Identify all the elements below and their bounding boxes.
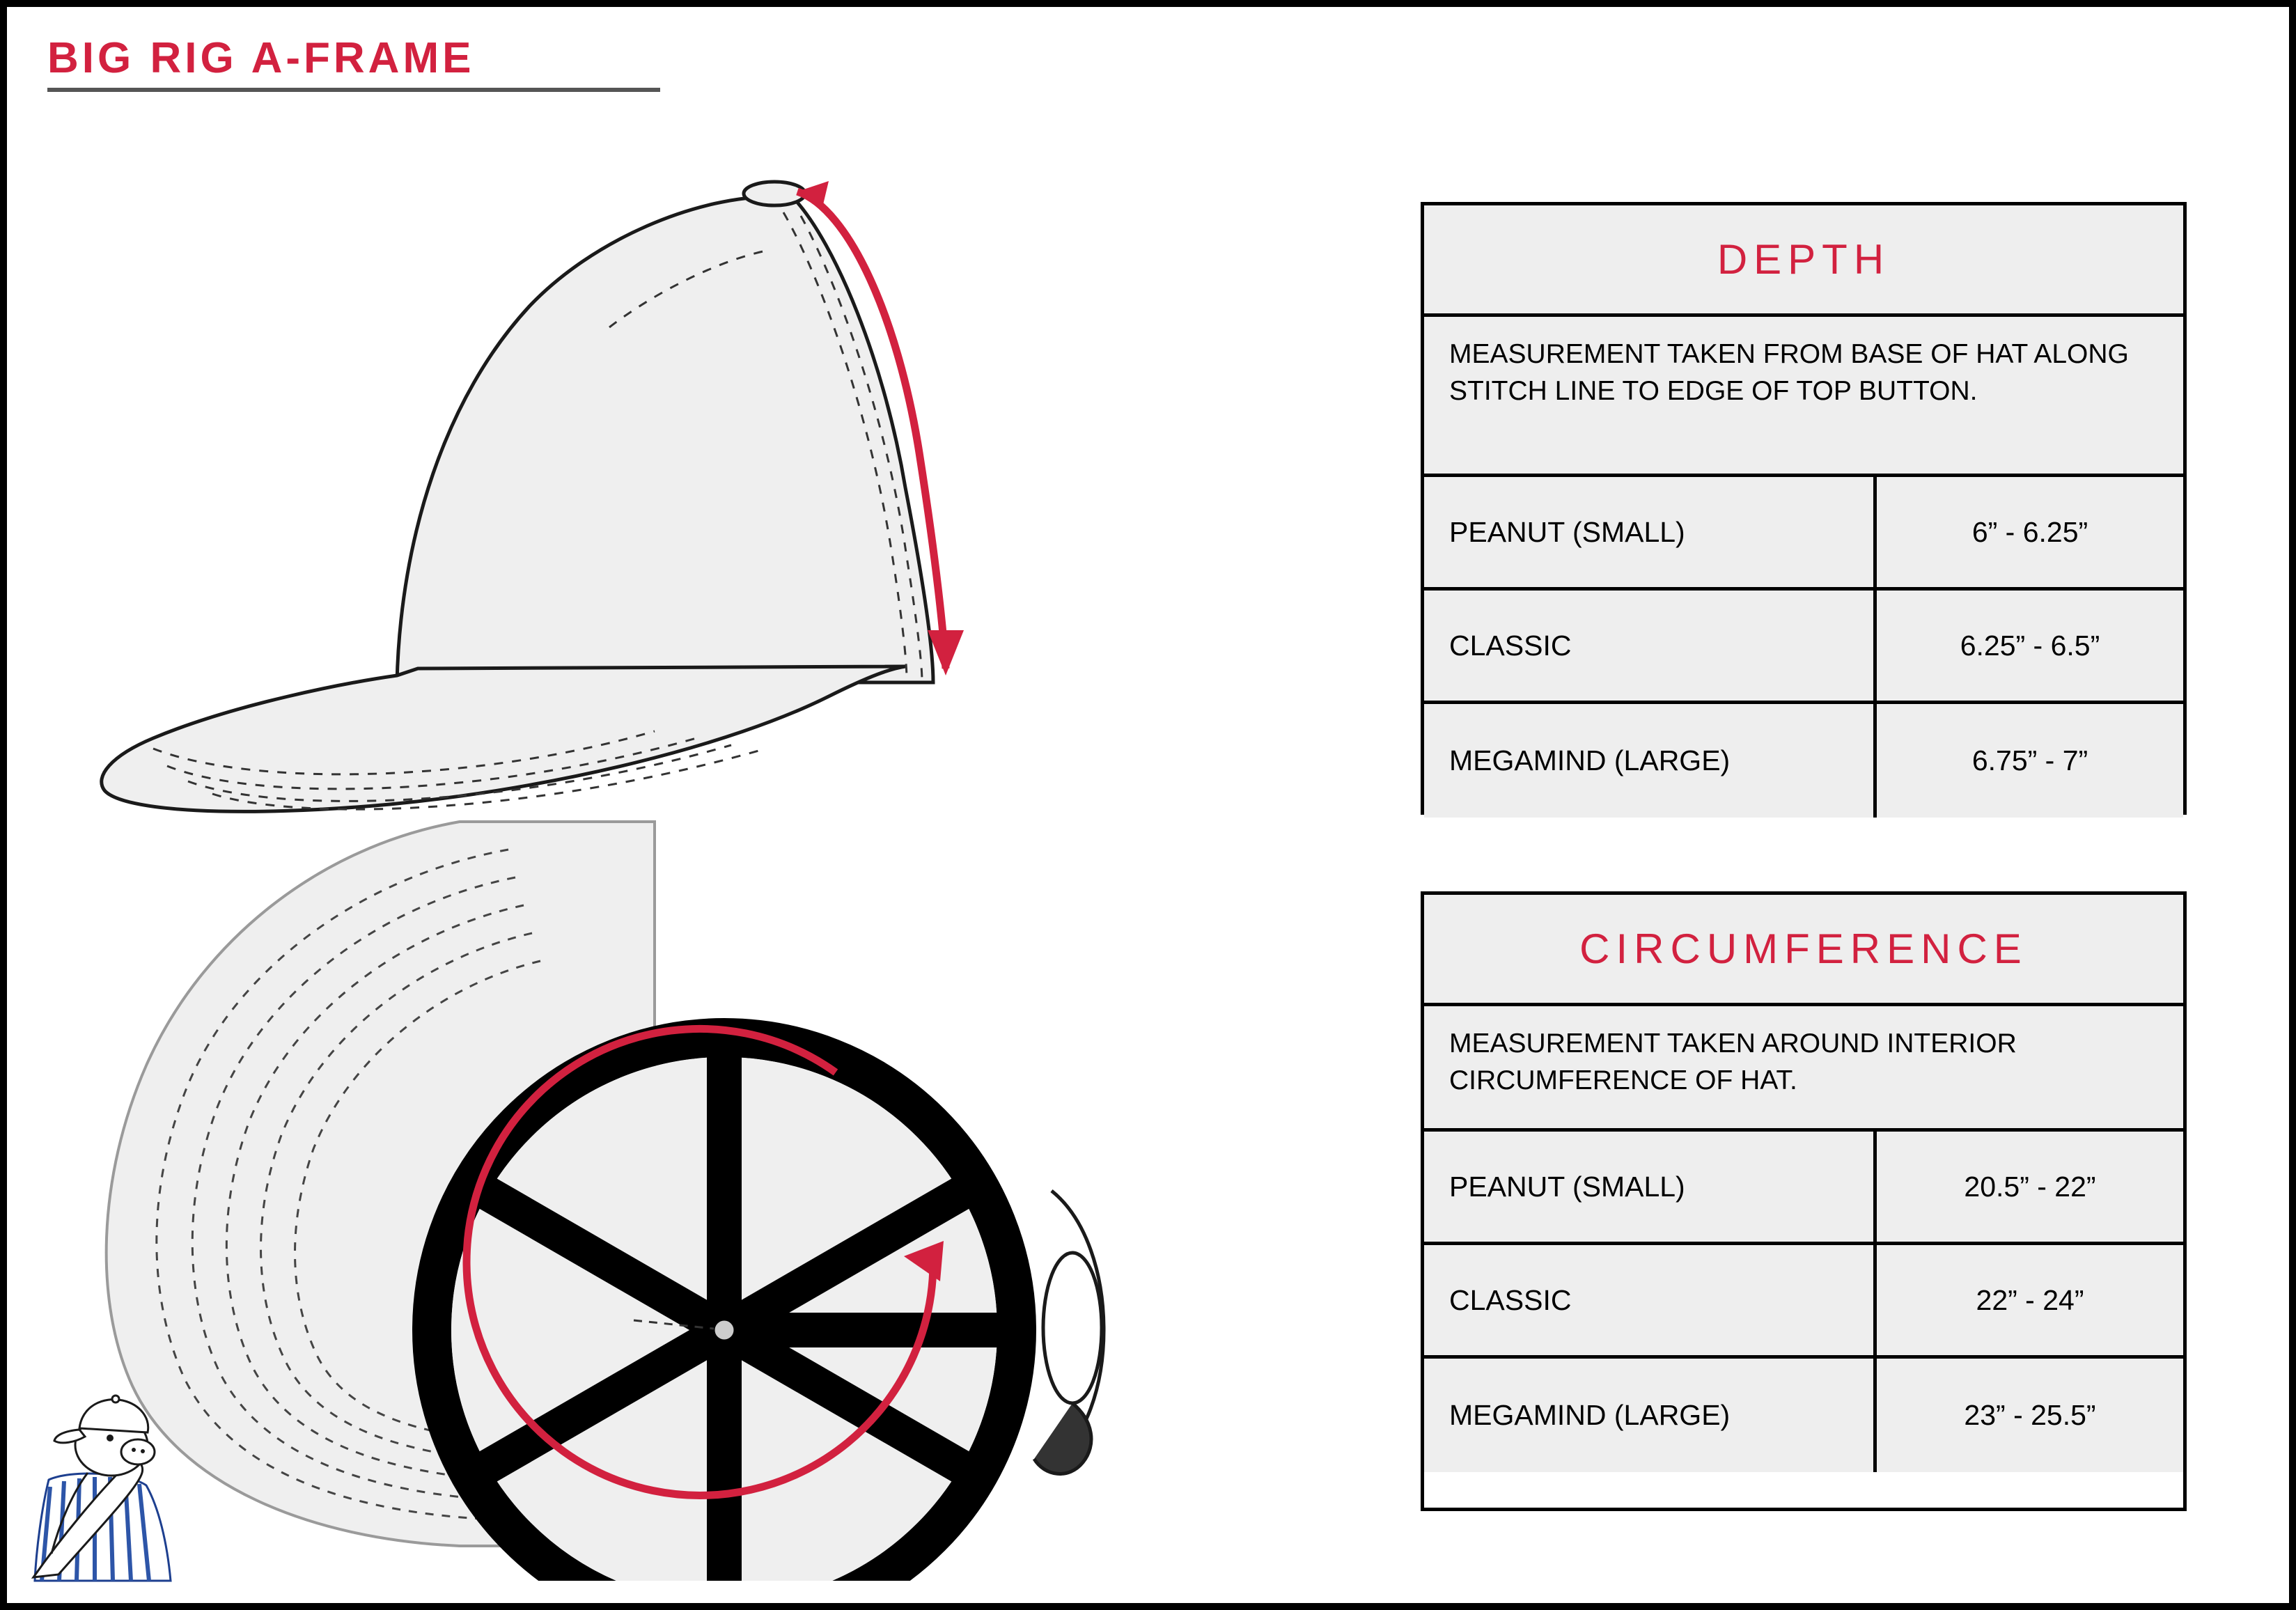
hat-illustrations [28,118,1393,1581]
mascot-snout [121,1439,155,1464]
size-label: PEANUT (SMALL) [1424,477,1877,587]
size-value: 6” - 6.25” [1971,515,2088,548]
size-value: 6.25” - 6.5” [1960,629,2100,662]
size-label: PEANUT (SMALL) [1424,1132,1877,1242]
mascot-eye [107,1435,114,1441]
size-label: MEGAMIND (LARGE) [1424,1359,1877,1472]
title-underline [47,88,660,92]
table-row [1424,1245,2183,1359]
circumference-table-header [1424,895,2183,1006]
center-button [713,1319,735,1341]
table-row [1424,477,2183,591]
depth-table-header [1424,205,2183,317]
mascot-cap-button [112,1396,119,1402]
size-value: 6.75” - 7” [1971,744,2088,776]
size-label: MEGAMIND (LARGE) [1424,704,1877,818]
circumference-table [1421,891,2187,1511]
strap-buckle [1034,1403,1091,1474]
title-block [47,35,674,92]
baseball-player-mascot-logo [21,1368,195,1584]
page-title: BIG RIG A-FRAME [47,34,475,82]
hat-side-view [102,181,964,811]
depth-table [1421,202,2187,815]
table-row [1424,1359,2183,1472]
size-value: 22” - 24” [1976,1283,2084,1316]
size-label: CLASSIC [1424,591,1877,701]
table-row [1424,1132,2183,1245]
mascot-cap [79,1400,148,1432]
depth-table-description: MEASUREMENT TAKEN FROM BASE OF HAT ALONG STITCH LINE TO EDGE OF TOP BUTTON. [1424,317,2183,477]
nostril [141,1449,145,1453]
size-label: CLASSIC [1424,1245,1877,1355]
nostril [132,1448,136,1452]
table-row [1424,591,2183,704]
circumference-table-title: CIRCUMFERENCE [1579,925,2028,972]
top-button [744,182,805,205]
hat-top-view [107,822,1104,1581]
table-row [1424,704,2183,818]
strap-opening [1043,1253,1102,1403]
crown-shape [397,196,933,682]
brim-shape [102,666,905,811]
circumference-table-description: MEASUREMENT TAKEN AROUND INTERIOR CIRCUMFERENCE OF HAT. [1424,1006,2183,1132]
size-value: 20.5” - 22” [1964,1170,2096,1203]
size-value: 23” - 25.5” [1964,1399,2096,1431]
depth-table-title: DEPTH [1717,236,1891,283]
